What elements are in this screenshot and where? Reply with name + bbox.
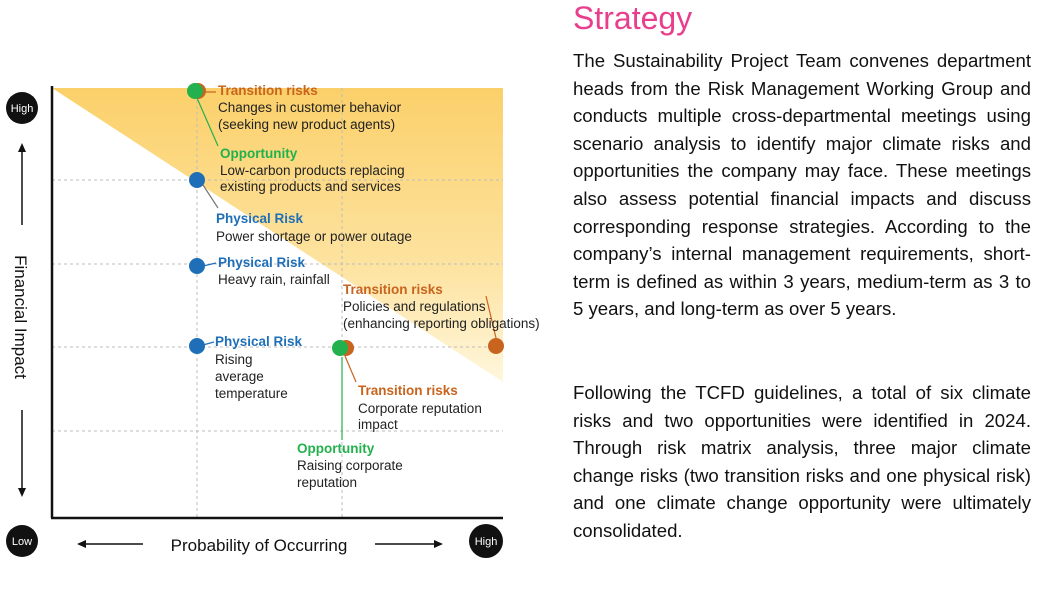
y-axis [11, 143, 30, 497]
item-category: Transition risks [358, 383, 458, 398]
item-desc: Power shortage or power outage [216, 229, 412, 244]
label-physical-temperature [215, 334, 303, 401]
arrow-right-icon [434, 540, 443, 548]
strategy-paragraph: Following the TCFD guidelines, a total of six climate risks and two opportunities were identified in 2024. Through risk matrix analysis, three major climate change risks (two transition risks and one physical risk) and one climate change opportunity were ultimately consolidated. [573, 382, 1031, 541]
item-desc: Changes in customer behavior [218, 100, 402, 115]
item-category: Transition risks [218, 83, 318, 98]
item-desc: Rising [215, 352, 253, 367]
badge-high-y [6, 92, 38, 124]
item-category: Physical Risk [216, 211, 304, 226]
point-physical-temperature [189, 338, 205, 354]
point-opportunity-reputation [332, 340, 348, 356]
label-opportunity-reputation [297, 441, 403, 490]
item-category: Physical Risk [218, 255, 306, 270]
item-desc: Raising corporate [297, 458, 403, 473]
section-heading: Strategy [573, 0, 693, 36]
item-desc: existing products and services [220, 179, 401, 194]
svg-text:Low: Low [11, 536, 33, 548]
arrow-up-icon [18, 143, 26, 152]
item-desc: Policies and regulations [343, 299, 486, 314]
label-physical-heavy-rain [218, 255, 330, 287]
item-desc: average [215, 369, 264, 384]
item-category: Opportunity [220, 146, 298, 161]
item-desc: temperature [215, 386, 288, 401]
item-desc: reputation [297, 475, 358, 490]
item-desc: (enhancing reporting obligations) [343, 316, 540, 331]
y-axis-label: Financial Impact [11, 255, 30, 379]
item-desc: Heavy rain, rainfall [218, 272, 330, 287]
svg-text:High: High [474, 536, 498, 548]
x-axis-label: Probability of Occurring [170, 536, 348, 555]
item-category: Opportunity [297, 441, 375, 456]
x-axis [77, 536, 443, 555]
item-desc: (seeking new product agents) [218, 117, 396, 132]
label-transition-reputation [358, 383, 482, 432]
point-transition-policies [488, 338, 504, 354]
svg-text:High: High [10, 103, 34, 115]
strategy-paragraph: The Sustainability Project Team convenes department heads from the Risk Management Working Group and conducts multiple cross-departmental meetings using scenario analysis to identify major climate risks and opportunities the company may face. These meetings also assess potential financial impacts and discuss corresponding response strategies. According to the company’s internal management requirements, short-term is defined as within 3 years, medium-term as 3 to 5 years, and long-term as over 5 years. [573, 50, 1031, 320]
item-desc: impact [358, 417, 398, 432]
item-desc: Corporate reputation [358, 401, 482, 416]
item-category: Transition risks [343, 282, 443, 297]
arrow-down-icon [18, 488, 26, 497]
item-category: Physical Risk [215, 334, 303, 349]
badge-low [6, 525, 38, 557]
item-desc: Low-carbon products replacing [220, 163, 405, 178]
point-opportunity-low-carbon [187, 83, 203, 99]
point-physical-power-outage [189, 172, 205, 188]
badge-high-x [469, 524, 503, 558]
point-physical-heavy-rain [189, 258, 205, 274]
arrow-left-icon [77, 540, 86, 548]
label-transition-policies [343, 282, 540, 331]
